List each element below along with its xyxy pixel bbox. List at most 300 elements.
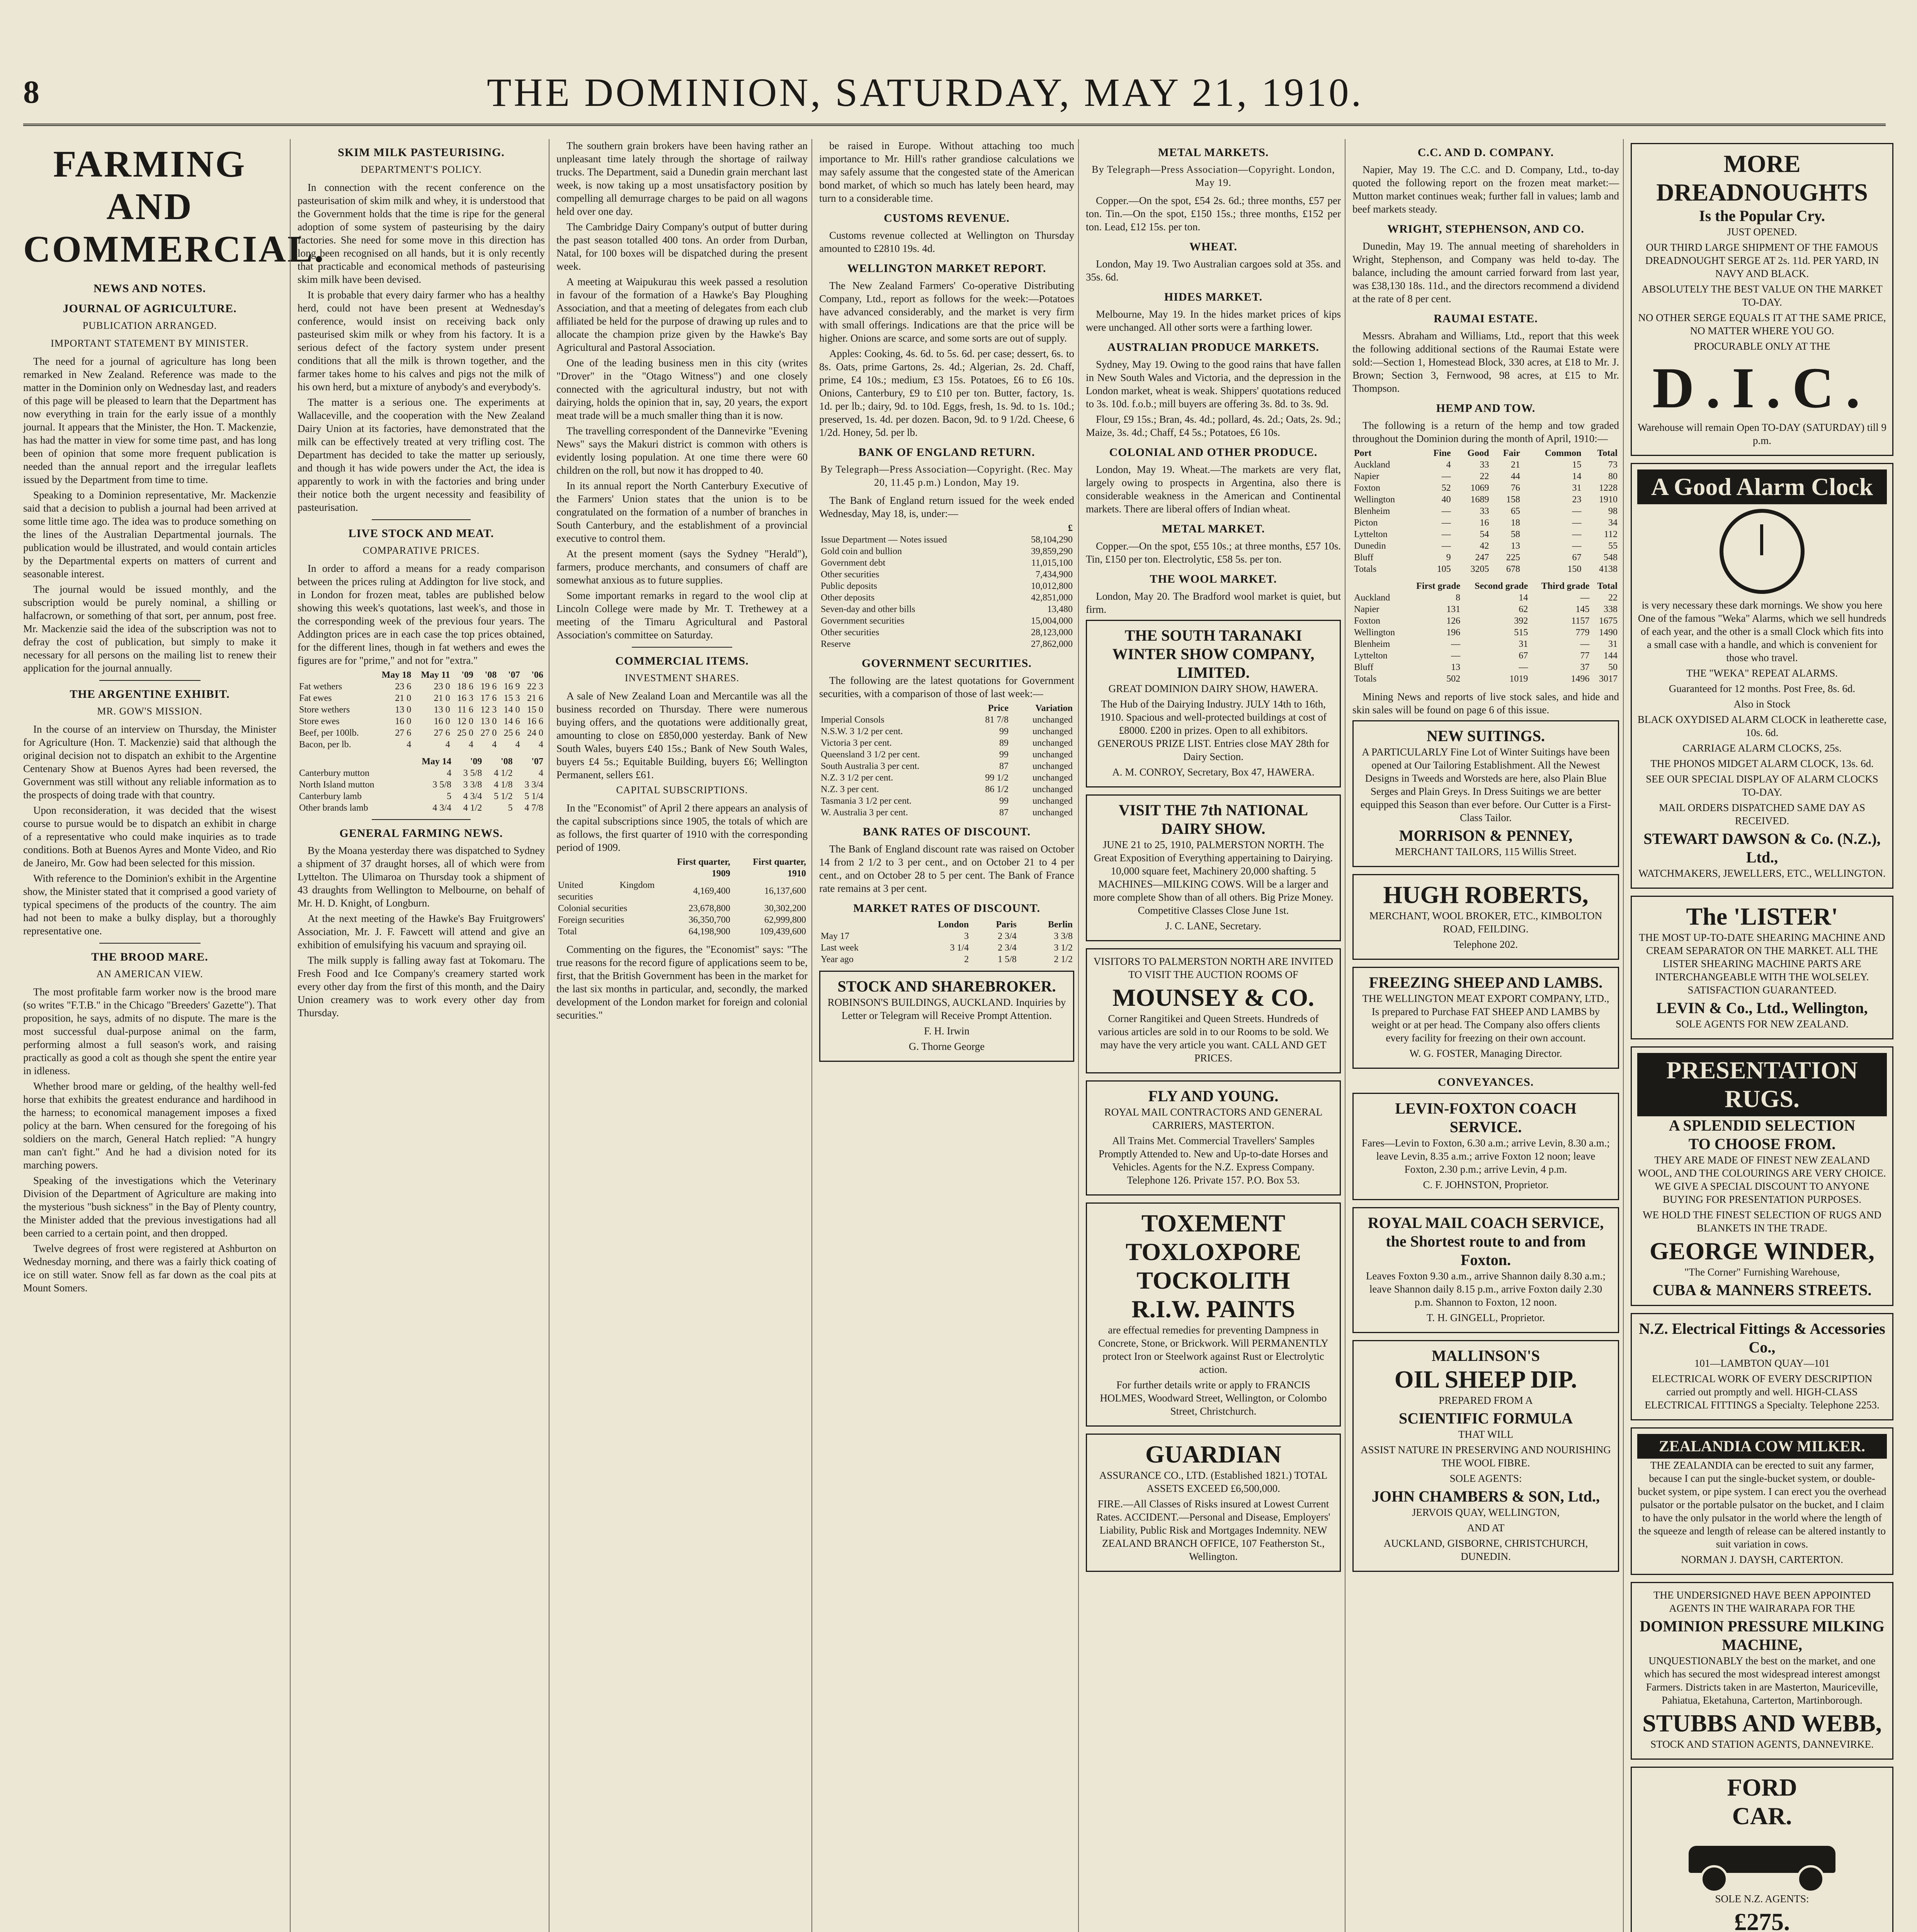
- table-header-cell: First quarter, 1910: [753, 857, 806, 879]
- toxement-line: TOXEMENT: [1141, 1209, 1286, 1237]
- table-cell: Victoria 3 per cent.: [821, 738, 892, 748]
- general-news-title: GENERAL FARMING NEWS.: [339, 827, 503, 840]
- table-row: [819, 557, 1074, 569]
- table-row: [298, 739, 545, 750]
- table-cell: 515: [1514, 628, 1528, 638]
- exhibit-title: THE ARGENTINE EXHIBIT.: [70, 688, 230, 701]
- article-paragraph: Flour, £9 15s.; Bran, 4s. 4d.; pollard, 4s. 2d.; Oats, 2s. 9d.; Maize, 3s. 4d.; Chaff, £4 5s.; Potatoes, £6 10s.: [1086, 413, 1341, 438]
- table-row: [819, 726, 1074, 737]
- table-cell: 21 6: [527, 693, 543, 703]
- table-cell: Last week: [821, 943, 859, 953]
- table-row: [1352, 615, 1619, 627]
- article-paragraph: Sydney, May 19. Owing to the good rains that have fallen in New South Wales and Victoria, and the depression in the London market, wheat is weak. Shippers' quotations reduced to 3s. 10d. f.o.b.; mill buyers are offering 3s. 8d. to 3s. 9d.: [1086, 359, 1341, 410]
- article-paragraph: In order to afford a means for a ready comparison between the prices ruling at Addington for live stock, and in London for frozen meat, tables are published below showing this week's quotations, last week's, and those in the corresponding week of the previous four years. The Addington prices are in each case the top prices obtained, for the different lines, though in fat wethers and ewes the figures are for "prime," and not for "extra.": [298, 563, 545, 666]
- table-cell: 17 6: [480, 693, 497, 703]
- table-cell: 14: [1519, 593, 1528, 603]
- table-cell: 44: [1510, 471, 1520, 481]
- article-paragraph: London, May 20. The Bradford wool market is quiet, but firm.: [1086, 590, 1341, 615]
- article-paragraph: At the next meeting of the Hawke's Bay Fruitgrowers' Association, Mr. J. F. Fawcett will attend and give an exhibition of emulsifying his vacuum and spraying oil.: [298, 913, 545, 951]
- table-cell: 3017: [1599, 674, 1618, 684]
- mallinson-and-at: AND AT: [1467, 1522, 1505, 1534]
- lister-title: The 'LISTER': [1686, 903, 1838, 930]
- stockbroker-name: F. H. Irwin: [924, 1025, 970, 1037]
- rugs-firm-sub: "The Corner" Furnishing Warehouse,: [1684, 1266, 1840, 1278]
- royal-mail-ad: [1352, 1207, 1619, 1333]
- table-cell: Public deposits: [821, 581, 878, 591]
- column-6: [1345, 139, 1626, 1932]
- table-cell: 3205: [1470, 564, 1489, 574]
- article-paragraph: A meeting at Waipukurau this week passed a resolution in favour of the formation of a Hawke's Bay Ploughing Association, and that a meeting of delegates from each club affiliated be held for the purpose of drawing up rules and to allocate the champion prize given by the Hawke's Bay Agricultural and Pastoral Association.: [556, 276, 808, 353]
- table-cell: 42,851,000: [1031, 593, 1073, 603]
- table-cell: Blenheim: [1354, 506, 1390, 516]
- table-row: [1352, 592, 1619, 604]
- national-dairy-text: JUNE 21 to 25, 1910, PALMERSTON NORTH. The Great Exposition of Everything appertaining to Dairying. 10,000 square feet, Machinery 20,000 shafting. 5 MACHINES—MILKING COWS. Will be a larger and more complete Show than of all others. Big Prize Money. Competitive Classes Close June 1st.: [1093, 839, 1334, 916]
- table-cell: 4: [539, 740, 543, 750]
- rugs-line: TO CHOOSE FROM.: [1688, 1135, 1836, 1153]
- table-cell: 80: [1608, 471, 1618, 481]
- table-cell: 112: [1604, 529, 1618, 539]
- table-cell: 247: [1475, 553, 1489, 563]
- table-header-cell: [556, 856, 656, 879]
- table-cell: 15 3: [503, 693, 520, 703]
- table-cell: South Australia 3 per cent.: [821, 761, 920, 771]
- table-row: [1352, 505, 1619, 517]
- table-cell: 4: [447, 768, 452, 778]
- toxement-line: R.I.W. PAINTS: [1131, 1295, 1295, 1323]
- page-number: 8: [23, 74, 39, 110]
- table-cell: 21 0: [395, 693, 412, 703]
- divider: [99, 680, 201, 681]
- table-cell: 19 6: [480, 682, 497, 692]
- table-cell: 98: [1608, 506, 1618, 516]
- mallinson-line: ASSIST NATURE IN PRESERVING AND NOURISHING THE WOOL FIBRE.: [1361, 1444, 1611, 1469]
- table-cell: 13,480: [1047, 604, 1073, 614]
- table-cell: Lyttelton: [1354, 651, 1388, 661]
- table-header-cell: [819, 919, 902, 930]
- table-cell: 31: [1572, 483, 1582, 493]
- gov-securities-title: GOVERNMENT SECURITIES.: [862, 657, 1032, 670]
- table-cell: North Island mutton: [299, 780, 374, 790]
- column-2: [290, 139, 552, 1932]
- table-header-row: [819, 919, 1074, 930]
- table-cell: Lyttelton: [1354, 529, 1388, 539]
- mounsey-ad: [1086, 948, 1341, 1073]
- table-cell: 5 1/2: [493, 791, 513, 801]
- table-header-cell: Port: [1354, 448, 1372, 458]
- table-cell: 4: [445, 740, 450, 750]
- roberts-phone: Telephone 202.: [1453, 939, 1518, 950]
- zealandia-text: THE ZEALANDIA can be erected to suit any farmer, because I can put the single-bucket system, or double-bucket system, or pipe system. I can erect you the overhead pulsator or the portable pulsator on the bucket, and I claim to have the only pulsator in the world where the length of the squeeze and length of release can be altered instantly to suit variation in cows.: [1638, 1459, 1886, 1550]
- zealandia-ad: [1631, 1427, 1893, 1575]
- mallinson-line: THAT WILL: [1458, 1429, 1514, 1440]
- table-cell: —: [1441, 541, 1451, 551]
- rugs-firm: GEORGE WINDER,: [1649, 1237, 1875, 1265]
- table-cell: unchanged: [1032, 738, 1073, 748]
- newspaper-columns: [23, 139, 1886, 1932]
- article-paragraph: In connection with the recent conference on the pasteurisation of skim milk and whey, it is understood that the Government holds that the time is ripe for the general adoption of some system of pasteurising by the dairy factories. She need for some move in this direction has long been recognised on all hands, but it is only recently that practicable and economical methods of pasteurising skim milk have been devised.: [298, 182, 545, 285]
- table-cell: —: [1572, 529, 1582, 539]
- article-paragraph: The southern grain brokers have been having rather an unpleasant time lately through the shortage of railway trucks. The Department, said a Dunedin grain merchant last week, is now taking up a most unsatisfactory position by compelling all demurrage charges to be paid on all wagons held over one day.: [556, 140, 808, 217]
- article-paragraph: Copper.—On the spot, £55 10s.; at three months, £57 10s. Tin, £150 per ton. Electrolytic, £58 5s. per ton.: [1086, 540, 1341, 565]
- table-row: [819, 615, 1074, 627]
- conveyances-title: CONVEYANCES.: [1437, 1076, 1534, 1088]
- table-header-row: [298, 669, 545, 681]
- market-rates-title: MARKET RATES OF DISCOUNT.: [853, 902, 1040, 915]
- electrical-subtitle: 101—LAMBTON QUAY—101: [1694, 1357, 1830, 1369]
- discount-title: BANK RATES OF DISCOUNT.: [862, 825, 1031, 838]
- article-paragraph: In the course of an interview on Thursday, the Minister for Agriculture (Hon. T. Mackenzie) said that although the original decision not to dispatch an exhibit to the Argentine Centenary Show at Buenos Ayres had been reversed, the Government was still without any reliable information as to the prospects of doing trade with that country.: [23, 723, 276, 801]
- lister-agent-sub: SOLE AGENTS FOR NEW ZEALAND.: [1675, 1018, 1849, 1030]
- table-cell: —: [1441, 471, 1451, 481]
- table-cell: 158: [1506, 495, 1520, 505]
- pressure-text: UNQUESTIONABLY the best on the market, and one which has secured the most widespread interest amongst Farmers. Districts taken in are Masterton, Mauriceville, Pahiatua, Eketahuna, Carterton, Martinborough.: [1644, 1655, 1880, 1706]
- article-paragraph: Copper.—On the spot, £54 2s. 6d.; three months, £57 per ton. Tin.—On the spot, £150 15s.; three months, £152 per ton. Lead, £12 15s. per ton.: [1086, 195, 1341, 233]
- table-cell: Foxton: [1354, 483, 1381, 493]
- article-paragraph: The milk supply is falling away fast at Tokomaru. The Fresh Food and Ice Company's creamery started work every other day from the first of this month, and the Dairy Union creamery was to work every other day from Thursday.: [298, 954, 545, 1019]
- national-dairy-title: VISIT THE 7th NATIONAL DAIRY SHOW.: [1118, 801, 1308, 837]
- mallinson-title: OIL SHEEP DIP.: [1394, 1366, 1577, 1393]
- table-cell: 55: [1608, 541, 1618, 551]
- table-cell: Year ago: [821, 954, 854, 964]
- article-paragraph: Whether brood mare or gelding, of the healthy well-fed horse that exhibits the greatest endurance and hardihood in the harness; to economical management imposes a fixed policy at the barn. When censured for the foregoing of his soldiers on the march, General Hatch replied: "A hungry man can't fight." And he had a division noted for its marching powers.: [23, 1080, 276, 1171]
- table-cell: 16,137,600: [764, 886, 806, 896]
- table-cell: 21: [1510, 460, 1520, 470]
- table-cell: Other brands lamb: [299, 803, 368, 813]
- table-cell: 13 0: [395, 705, 412, 715]
- livestock-title: LIVE STOCK AND MEAT.: [348, 527, 494, 540]
- table-row: [1352, 529, 1619, 540]
- table-cell: 7,434,900: [1036, 570, 1073, 580]
- table-cell: 67: [1519, 651, 1528, 661]
- table-cell: unchanged: [1032, 796, 1073, 806]
- mounsey-intro: VISITORS TO PALMERSTON NORTH ARE INVITED TO VISIT THE AUCTION ROOMS OF: [1093, 956, 1334, 980]
- ford-price: £275.: [1734, 1908, 1790, 1932]
- column-3: [549, 139, 815, 1932]
- dreadnoughts-no-other: NO OTHER SERGE EQUALS IT AT THE SAME PRICE, NO MATTER WHERE YOU GO.: [1638, 312, 1886, 337]
- table-cell: 5: [447, 791, 452, 801]
- table-row: [298, 692, 545, 704]
- pressure-intro: THE UNDERSIGNED HAVE BEEN APPOINTED AGENTS IN THE WAIRARAPA FOR THE: [1653, 1589, 1871, 1614]
- table-cell: Store wethers: [299, 705, 350, 715]
- wool-market-title: THE WOOL MARKET.: [1150, 573, 1277, 585]
- table-row: [1352, 638, 1619, 650]
- fly-young-text: All Trains Met. Commercial Travellers' Samples Promptly Attended to. New and Up-to-date Horses and Vehicles. Agents for the N.Z. Express Company. Telephone 126. Private 157. P.O. Box 53.: [1099, 1135, 1328, 1186]
- table-cell: Foreign securities: [558, 915, 624, 925]
- table-cell: 4 1/2: [493, 768, 513, 778]
- table-row: [298, 727, 545, 739]
- freezing-manager: W. G. FOSTER, Managing Director.: [1409, 1048, 1562, 1059]
- table-cell: 4 1/8: [493, 780, 513, 790]
- table-cell: Total: [558, 927, 577, 937]
- table-cell: 3 1/4: [950, 943, 969, 953]
- table-header-cell: May 11: [421, 670, 450, 680]
- article-paragraph: The following are the latest quotations for Government securities, with a comparison of those of last week:—: [819, 675, 1074, 699]
- table-row: [819, 569, 1074, 580]
- pressure-firm-sub: STOCK AND STATION AGENTS, DANNEVIRKE.: [1650, 1738, 1874, 1750]
- table-row: [819, 942, 1074, 954]
- table-header-cell: '07: [531, 757, 543, 767]
- divider: [632, 647, 732, 648]
- table-cell: Wellington: [1354, 495, 1395, 505]
- table-cell: N.Z. 3 per cent.: [821, 784, 879, 794]
- dreadnoughts-subtitle: Is the Popular Cry.: [1699, 207, 1825, 224]
- table-cell: 58: [1510, 529, 1520, 539]
- table-header-cell: First grade: [1416, 581, 1461, 591]
- dairy-show-secretary: A. M. CONROY, Secretary, Box 47, HAWERA.: [1112, 766, 1315, 778]
- table-cell: 77: [1580, 651, 1590, 661]
- alarm-clock-firm: STEWART DAWSON & Co. (N.Z.), Ltd.,: [1643, 830, 1881, 866]
- capital-table: [556, 856, 808, 937]
- alarm-clock-ad: [1631, 463, 1893, 889]
- table-cell: 5 1/4: [524, 791, 543, 801]
- rugs-stock: WE HOLD THE FINEST SELECTION OF RUGS AND BLANKETS IN THE TRADE.: [1643, 1209, 1881, 1234]
- dairy-show-text: The Hub of the Dairying Industry. JULY 14th to 16th, 1910. Spacious and well-protected buildings at cost of £8000. £200 in prizes. Open to all exhibitors. GENEROUS PRIZE LIST. Entries close MAY 28th for Dairy Section.: [1097, 698, 1329, 762]
- table-row: [1352, 627, 1619, 638]
- car-icon: [1681, 1834, 1843, 1888]
- table-cell: Napier: [1354, 471, 1379, 481]
- table-cell: 5: [508, 803, 513, 813]
- mallinson-name: MALLINSON'S: [1431, 1347, 1540, 1364]
- fly-young-subtitle: ROYAL MAIL CONTRACTORS AND GENERAL CARRIERS, MASTERTON.: [1104, 1106, 1323, 1131]
- table-cell: Canterbury lamb: [299, 791, 362, 801]
- table-cell: 39,859,290: [1031, 546, 1073, 556]
- mallinson-line: PREPARED FROM A: [1439, 1395, 1533, 1406]
- table-header-cell: '08: [500, 757, 513, 767]
- table-cell: 4: [469, 740, 474, 750]
- table-cell: 16 9: [503, 682, 520, 692]
- table-cell: 64,198,900: [688, 927, 730, 937]
- pressure-title: DOMINION PRESSURE MILKING MACHINE,: [1640, 1617, 1885, 1653]
- article-paragraph: With reference to the Dominion's exhibit in the Argentine show, the Minister stated that it comprised a good variety of typical specimens of the products of the country. The aim had not been to make a bulky display, but a thoroughly representative one.: [23, 872, 276, 937]
- divider: [99, 943, 201, 944]
- table-row: [298, 704, 545, 716]
- table-row: [298, 767, 545, 779]
- table-cell: 16 3: [457, 693, 474, 703]
- table-cell: 99 1/2: [985, 773, 1009, 783]
- table-cell: 62: [1519, 604, 1528, 614]
- table-cell: 105: [1437, 564, 1451, 574]
- table-row: [819, 714, 1074, 726]
- table-cell: 678: [1506, 564, 1520, 574]
- hides-title: HIDES MARKET.: [1164, 291, 1263, 303]
- table-cell: 99: [999, 750, 1009, 760]
- table-cell: Fat wethers: [299, 682, 342, 692]
- table-cell: 4,169,400: [693, 886, 730, 896]
- table-cell: 4: [407, 740, 412, 750]
- alarm-clock-icon: [1720, 509, 1805, 594]
- table-cell: 502: [1446, 674, 1461, 684]
- article-paragraph: By the Moana yesterday there was dispatched to Sydney a shipment of 37 draught horses, all of which were from Lyttelton. The Ulimaroa on Thursday took a shipment of 43 draughts from Wellington to Melbourne, on behalf of Mr. H. D. Knight, of Longburn.: [298, 845, 545, 909]
- table-cell: 16 0: [395, 716, 412, 726]
- article-paragraph: The journal would be issued monthly, and the subscription would be purely nominal, a shilling or halfacrown, or something of that sort, per annum, post free. Mr. Mackenzie said the idea of the subscription was not to defray the cost of publication, but simply to make it necessary for all persons on the mailing list to renew their application for the journal annually.: [23, 583, 276, 674]
- table-cell: 12 0: [457, 716, 474, 726]
- hemp-title: HEMP AND TOW.: [1436, 402, 1536, 415]
- table-cell: 145: [1575, 604, 1590, 614]
- rugs-text: THEY ARE MADE OF FINEST NEW ZEALAND WOOL, AND THE COLOURINGS ARE VERY CHOICE. WE GIVE A SPECIAL DISCOUNT TO ANYONE BUYING FOR PRESENTATION PURPOSES.: [1638, 1154, 1886, 1205]
- table-cell: —: [1572, 541, 1582, 551]
- freezing-title: FREEZING SHEEP AND LAMBS.: [1369, 974, 1603, 991]
- freezing-ad: [1352, 967, 1619, 1069]
- table-cell: 1157: [1571, 616, 1590, 626]
- ford-title: FORD: [1727, 1774, 1797, 1801]
- colonial-produce-title: COLONIAL AND OTHER PRODUCE.: [1109, 446, 1318, 459]
- table-cell: 14: [1572, 471, 1582, 481]
- zealandia-owner: NORMAN J. DAYSH, CARTERTON.: [1681, 1554, 1843, 1565]
- guardian-title: GUARDIAN: [1145, 1440, 1281, 1468]
- article-paragraph: The need for a journal of agriculture has long been remarked in New Zealand. Reference was made to the matter in the Dominion only on Wednesday last, and readers of this page will be pleased to learn that the Department has now everything in train for the early issue of a monthly journal. It appears that the Minister, the Hon. T. Mackenzie, has had the matter in view for some time past, and has long been of opinion that some more frequent publication is needed than the annual report and the irregular leaflets issued by the Department from time to time.: [23, 355, 276, 485]
- column-4: [811, 139, 1081, 1932]
- table-cell: 392: [1514, 616, 1528, 626]
- table-row: [819, 807, 1074, 818]
- table-cell: 11 6: [457, 705, 474, 715]
- table-cell: 23,678,800: [688, 903, 730, 913]
- table-cell: 34: [1608, 518, 1618, 528]
- table-header-row: [819, 522, 1074, 534]
- table-cell: Foxton: [1354, 616, 1381, 626]
- table-header-cell: Fair: [1503, 448, 1520, 458]
- aus-produce-title: AUSTRALIAN PRODUCE MARKETS.: [1107, 341, 1319, 354]
- article-paragraph: The Bank of England discount rate was raised on October 14 from 2 1/2 to 3 per cent., and on October 21 to 4 per cent., and on October 28 to 5 per cent. The Bank of France rate remains at 3 per cent.: [819, 843, 1074, 894]
- wellington-market-title: WELLINGTON MARKET REPORT.: [847, 262, 1046, 275]
- table-cell: 21 0: [434, 693, 450, 703]
- table-cell: Other securities: [821, 628, 879, 638]
- capital-subtitle: CAPITAL SUBSCRIPTIONS.: [616, 784, 748, 796]
- national-dairy-secretary: J. C. LANE, Secretary.: [1165, 920, 1261, 932]
- stockbroker-text: ROBINSON'S BUILDINGS, AUCKLAND. Inquiries by Letter or Telegram will Receive Prompt Attention.: [827, 997, 1066, 1021]
- electrical-title: N.Z. Electrical Fittings & Accessories Co.,: [1639, 1320, 1885, 1356]
- table-cell: 23: [1572, 495, 1582, 505]
- table-cell: —: [1451, 639, 1461, 649]
- mallinson-cities: AUCKLAND, GISBORNE, CHRISTCHURCH, DUNEDIN.: [1383, 1537, 1588, 1562]
- article-paragraph: One of the leading business men in this city (writes "Drover" in the "Otago Witness") and one closely connected with the agricultural industry, but not with dairying, holds the opinion that in, say, 20 years, the export meat trade will be a much smaller thing than it is now.: [556, 357, 808, 421]
- table-row: [819, 772, 1074, 784]
- table-cell: 87: [999, 808, 1009, 818]
- table-cell: Bluff: [1354, 553, 1374, 563]
- roberts-name: HUGH ROBERTS,: [1383, 881, 1589, 908]
- table-header-cell: '09: [470, 757, 482, 767]
- stockbroker-title: STOCK AND SHAREBROKER.: [837, 978, 1056, 995]
- table-header-cell: [298, 669, 373, 681]
- table-cell: Picton: [1354, 518, 1378, 528]
- table-row: [1352, 494, 1619, 505]
- table-row: [819, 784, 1074, 795]
- alarm-clock-item: CARRIAGE ALARM CLOCKS, 25s.: [1682, 742, 1842, 754]
- article-paragraph: In the "Economist" of April 2 there appears an analysis of the capital subscriptions since 1905, the totals of which are as follows, the first quarter of 1910 with the corresponding period of 1909.: [556, 802, 808, 853]
- page-header: [23, 66, 1886, 126]
- table-cell: 3: [964, 931, 969, 941]
- table-cell: Tasmania 3 1/2 per cent.: [821, 796, 912, 806]
- table-cell: 16: [1480, 518, 1489, 528]
- table-cell: 4 3/4: [463, 791, 482, 801]
- journal-subtitle: PUBLICATION ARRANGED.: [82, 320, 217, 331]
- table-cell: 338: [1604, 604, 1618, 614]
- suitings-firm: MORRISON & PENNEY,: [1399, 827, 1573, 844]
- table-cell: Seven-day and other bills: [821, 604, 915, 614]
- ford-agents: SOLE N.Z. AGENTS:: [1715, 1893, 1809, 1905]
- table-cell: 4 1/2: [463, 803, 482, 813]
- table-row: [819, 638, 1074, 650]
- pressure-milking-ad: [1631, 1582, 1893, 1760]
- dreadnoughts-opened: JUST OPENED.: [1727, 226, 1797, 238]
- article-paragraph: Dunedin, May 19. The annual meeting of shareholders in Wright, Stephenson, and Company was held to-day. The balance, including the amount carried forward from last year, was £38,130 18s. 11d., and the directors recommend a dividend at the rate of 8 per cent.: [1352, 240, 1619, 304]
- article-paragraph: Messrs. Abraham and Williams, Ltd., report that this week the following additional sections of the Raumai Estate were sold:—Section 1, Homestead Block, 330 acres, at £18 to Mr. J. Brown; Section 3, Fernwood, 98 acres, at £15 to Mr. Thompson.: [1352, 330, 1619, 394]
- pressure-firm: STUBBS AND WEBB,: [1642, 1709, 1882, 1737]
- table-row: [819, 795, 1074, 807]
- table-cell: 3 5/8: [432, 780, 452, 790]
- table-cell: —: [1580, 639, 1590, 649]
- table-row: [556, 914, 808, 926]
- table-cell: 8: [1456, 593, 1461, 603]
- table-row: [819, 580, 1074, 592]
- table-cell: 9: [1446, 553, 1451, 563]
- table-cell: 1496: [1571, 674, 1590, 684]
- table-cell: unchanged: [1032, 761, 1073, 771]
- table-cell: 14 6: [503, 716, 520, 726]
- table-cell: 1069: [1470, 483, 1489, 493]
- mounsey-name: MOUNSEY & CO.: [1112, 984, 1315, 1011]
- table-cell: Totals: [1354, 564, 1377, 574]
- table-cell: 3 1/2: [1054, 943, 1073, 953]
- livestock-table: [298, 669, 545, 750]
- roberts-subtitle: MERCHANT, WOOL BROKER, ETC., KIMBOLTON ROAD, FEILDING.: [1369, 910, 1602, 935]
- table-header-row: [819, 702, 1074, 714]
- investment-subtitle: INVESTMENT SHARES.: [624, 672, 740, 684]
- table-cell: Reserve: [821, 639, 851, 649]
- table-row: [1352, 471, 1619, 482]
- journal-title: JOURNAL OF AGRICULTURE.: [63, 302, 237, 315]
- table-cell: 22: [1608, 593, 1618, 603]
- table-cell: 52: [1441, 483, 1451, 493]
- dreadnoughts-ad: [1631, 143, 1893, 456]
- rugs-address: CUBA & MANNERS STREETS.: [1652, 1281, 1872, 1299]
- table-cell: 1228: [1599, 483, 1618, 493]
- column-5: [1078, 139, 1348, 1932]
- livestock-subtitle: COMPARATIVE PRICES.: [362, 545, 480, 556]
- table-row: [1352, 650, 1619, 662]
- table-cell: Totals: [1354, 674, 1377, 684]
- table-cell: Other securities: [821, 570, 879, 580]
- mallinson-agents: JOHN CHAMBERS & SON, Ltd.,: [1371, 1488, 1600, 1505]
- table-row: [556, 879, 808, 903]
- table-cell: 28,123,000: [1031, 628, 1073, 638]
- table-row: [819, 534, 1074, 546]
- table-header-cell: Variation: [1035, 703, 1073, 713]
- table-header-cell: '09: [461, 670, 474, 680]
- table-cell: 27 6: [434, 728, 450, 738]
- article-paragraph: The travelling correspondent of the Dannevirke "Evening News" says the Makuri district is common with others is evidently losing population. At one time there were 60 children on the roll, but now it has dropped to 40.: [556, 425, 808, 476]
- table-cell: Colonial securities: [558, 903, 628, 913]
- mallinson-agents-address: JERVOIS QUAY, WELLINGTON,: [1412, 1507, 1560, 1518]
- dairy-show-title: THE SOUTH TARANAKI WINTER SHOW COMPANY, LIMITED.: [1112, 627, 1315, 681]
- dic-logo: D.I.C.: [1652, 356, 1872, 420]
- skim-title: SKIM MILK PASTEURISING.: [338, 146, 505, 159]
- table-row: [819, 760, 1074, 772]
- table-cell: 42: [1480, 541, 1489, 551]
- table-cell: 24 0: [527, 728, 543, 738]
- brood-title: THE BROOD MARE.: [91, 951, 208, 963]
- table-cell: 40: [1441, 495, 1451, 505]
- toxement-line: TOXLOXPORE: [1126, 1238, 1301, 1265]
- ccd-title: C.C. AND D. COMPANY.: [1417, 146, 1554, 159]
- table-cell: N.Z. 3 1/2 per cent.: [821, 773, 893, 783]
- commercial-title: COMMERCIAL ITEMS.: [615, 655, 749, 667]
- levin-coach-owner: C. F. JOHNSTON, Proprietor.: [1423, 1179, 1549, 1190]
- table-cell: 15,004,000: [1031, 616, 1073, 626]
- table-cell: 31: [1608, 639, 1618, 649]
- metal-markets-title: METAL MARKETS.: [1158, 146, 1269, 159]
- table-header-cell: '06: [531, 670, 543, 680]
- article-paragraph: Customs revenue collected at Wellington on Thursday amounted to £2810 19s. 4d.: [819, 230, 1074, 254]
